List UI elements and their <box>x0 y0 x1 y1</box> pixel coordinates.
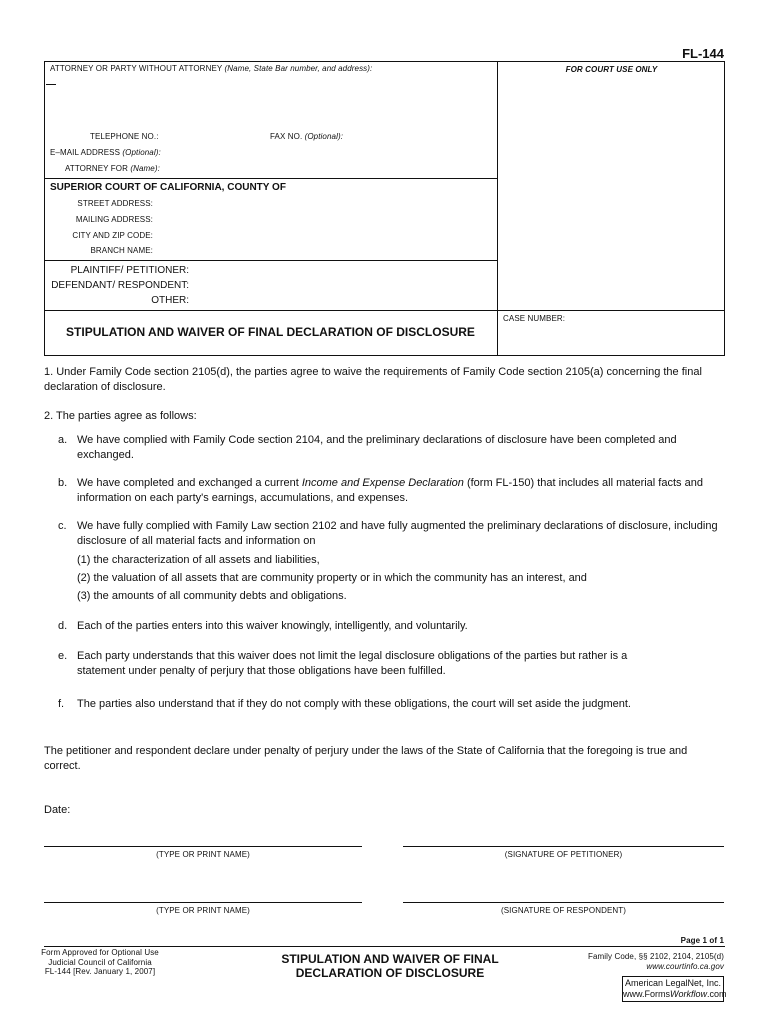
defendant-label[interactable]: DEFENDANT/ RESPONDENT: <box>51 280 189 291</box>
petitioner-signature-label: (SIGNATURE OF PETITIONER) <box>504 850 623 859</box>
plaintiff-label[interactable]: PLAINTIFF/ PETITIONER: <box>70 265 189 276</box>
print-name-line-1[interactable] <box>44 846 362 847</box>
form-title: STIPULATION AND WAIVER OF FINAL DECLARATION OF DISCLOSURE <box>66 325 475 339</box>
court-use-divider <box>497 61 498 356</box>
fax-label[interactable] <box>270 132 343 141</box>
attorney-label-text: ATTORNEY OR PARTY WITHOUT ATTORNEY <box>50 64 223 73</box>
footer-rule <box>44 946 725 947</box>
item-b-pre: We have completed and exchanged a current <box>77 477 302 489</box>
brand-url-italic: Workflow <box>670 989 708 999</box>
form-approved-line-2: Judicial Council of California <box>48 957 152 967</box>
email-label-hint: (Optional): <box>122 148 161 157</box>
brand-url-pre: www.Forms <box>623 989 670 999</box>
item-a-text: We have complied with Family Code section 2104, and the preliminary declarations of disclosure have been completed and exchanged. <box>77 434 677 461</box>
brand-url-post: .com <box>707 989 727 999</box>
other-label[interactable]: OTHER: <box>151 295 189 306</box>
attorney-for-hint: (Name): <box>130 164 160 173</box>
item-c-text: We have fully complied with Family Law section 2102 and have fully augmented the preliminary declarations of disclosure, including disclosure of all material facts and information on <box>77 520 718 547</box>
footer-title <box>250 952 530 980</box>
court-title: SUPERIOR COURT OF CALIFORNIA, COUNTY OF <box>50 182 286 193</box>
telephone-label[interactable]: TELEPHONE NO.: <box>90 132 159 141</box>
entry-mark <box>46 84 56 85</box>
item-e-letter: e. <box>58 650 68 662</box>
header-frame <box>44 61 725 356</box>
street-address-label[interactable]: STREET ADDRESS: <box>77 199 153 208</box>
item-d-text: Each of the parties enters into this waiver knowingly, intelligently, and voluntarily. <box>77 620 468 632</box>
form-approved-line-1: Form Approved for Optional Use <box>41 948 159 957</box>
city-zip-label[interactable]: CITY AND ZIP CODE: <box>72 231 153 240</box>
item-b-text <box>77 476 727 506</box>
form-approved-line-3: FL-144 [Rev. January 1, 2007] <box>44 967 156 976</box>
brand-name: American LegalNet, Inc. <box>624 978 722 988</box>
item-c-3: (3) the amounts of all community debts and obligations. <box>77 590 347 602</box>
footer-title-line-1: STIPULATION AND WAIVER OF FINAL <box>281 952 499 966</box>
form-number: FL-144 <box>682 46 724 61</box>
item-2: 2. The parties agree as follows: <box>44 410 197 422</box>
form-approved-block <box>40 948 160 977</box>
declaration-text: The petitioner and respondent declare under penalty of perjury under the laws of the State of California that the foregoing is true and correct. <box>44 745 688 772</box>
fax-label-text: FAX NO. <box>270 132 303 141</box>
court-section-divider <box>44 260 497 261</box>
mailing-address-label[interactable]: MAILING ADDRESS: <box>75 215 153 224</box>
print-name-label-1: (TYPE OR PRINT NAME) <box>156 850 250 859</box>
item-1-text: 1. Under Family Code section 2105(d), the parties agree to waive the requirements of Family Code section 2105(a) concerning the final declaration of disclosure. <box>44 366 702 393</box>
court-use-label: FOR COURT USE ONLY <box>565 65 658 74</box>
courtinfo-link[interactable]: www.courtinfo.ca.gov <box>646 962 724 971</box>
code-reference <box>560 952 724 972</box>
date-label[interactable]: Date: <box>44 804 71 816</box>
parties-section-divider <box>44 310 725 311</box>
item-f-letter: f. <box>58 698 65 710</box>
attorney-label-hint: (Name, State Bar number, and address): <box>224 64 373 73</box>
print-name-line-2[interactable] <box>44 902 362 903</box>
item-b-italic: Income and Expense Declaration <box>301 477 464 489</box>
email-label[interactable] <box>50 148 161 157</box>
code-reference-text: Family Code, §§ 2102, 2104, 2105(d) <box>587 952 724 961</box>
respondent-signature-line[interactable] <box>403 902 724 903</box>
case-number-label[interactable]: CASE NUMBER: <box>503 314 566 323</box>
branch-name-label[interactable]: BRANCH NAME: <box>90 246 153 255</box>
brand-box <box>622 976 727 1002</box>
footer-title-line-2: DECLARATION OF DISCLOSURE <box>295 966 485 980</box>
attorney-for-text: ATTORNEY FOR <box>65 164 128 173</box>
attorney-label <box>50 64 490 73</box>
item-c-letter: c. <box>58 520 67 532</box>
item-e-text: Each party understands that this waiver does not limit the legal disclosure obligations of the parties but rather is a statement under penalty of perjury that those obligations have been fulfilled. <box>77 650 628 677</box>
item-d-letter: d. <box>58 620 68 632</box>
page-number: Page 1 of 1 <box>680 936 724 945</box>
item-b-letter: b. <box>58 477 68 489</box>
item-c-1: (1) the characterization of all assets and liabilities, <box>77 554 320 566</box>
respondent-signature-label: (SIGNATURE OF RESPONDENT) <box>500 906 627 915</box>
fax-label-hint: (Optional): <box>304 132 344 141</box>
brand-url[interactable] <box>623 989 727 1000</box>
print-name-label-2: (TYPE OR PRINT NAME) <box>156 906 250 915</box>
item-b-post: (form FL-150) that includes all material facts and information on each party's earnings, accumulations, and expenses. <box>77 477 703 504</box>
item-c-2: (2) the valuation of all assets that are community property or in which the community has an interest, and <box>77 572 587 584</box>
petitioner-signature-line[interactable] <box>403 846 724 847</box>
item-1 <box>44 365 724 395</box>
email-label-text: E–MAIL ADDRESS <box>50 148 121 157</box>
item-f-text: The parties also understand that if they do not comply with these obligations, the court will set aside the judgment. <box>77 698 631 710</box>
attorney-section-divider <box>44 178 497 179</box>
attorney-for-label[interactable] <box>65 164 160 173</box>
item-a-letter: a. <box>58 434 68 446</box>
